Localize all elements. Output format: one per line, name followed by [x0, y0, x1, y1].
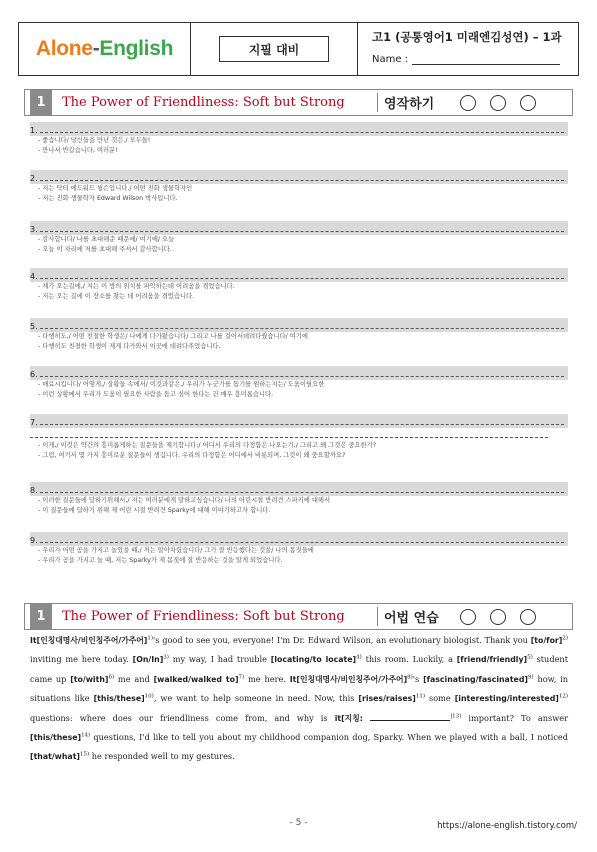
writing-item-9 — [30, 532, 568, 565]
hint-chunks: - 이게,/ 이것은 약간의 흥미롭게하는 질문들을 제기합니다:/ 어디서 우리의 다정함은 나오는가,/ 그리고 왜 그것은 중요한가? — [38, 442, 377, 449]
blank-number: 4) — [356, 654, 362, 661]
hint-chunks: - 매료시킵니다/ 어떻게,/ 상황들 속에서/ 이것과같은,/ 우리가 누군가를 돕기를 원하는지는/ 도움이필요한 — [38, 381, 325, 388]
blank-number: ]13) — [450, 712, 462, 719]
passage-text: , we want to help someone in need. Now, this — [153, 693, 359, 704]
answer-line[interactable] — [30, 532, 568, 546]
item-number: 1. — [30, 126, 38, 135]
blank-number: 9) — [527, 674, 534, 681]
check-circle-3[interactable] — [520, 95, 536, 111]
writing-item-5 — [30, 318, 568, 351]
grammar-option[interactable]: [to/with] — [70, 674, 109, 684]
grammar-option[interactable]: [this/these] — [30, 733, 82, 743]
answer-line[interactable] — [30, 366, 568, 380]
answer-line[interactable] — [30, 122, 568, 136]
answer-line-2[interactable] — [30, 429, 568, 441]
info-cell — [357, 23, 578, 75]
writing-item-7 — [30, 414, 568, 460]
check-circle-2[interactable] — [490, 95, 506, 111]
item-number: 4. — [30, 272, 38, 281]
worksheet-title: 고1 (공통영어1 미래엔김성연) – 1과 — [372, 30, 562, 44]
hint-translation: - 저는 진화 생물학자 Edward Wilson 박사입니다. — [38, 194, 178, 202]
hint-translation: - 저는 오는 길에 이 장소를 찾는 데 어려움을 겪었습니다. — [38, 292, 195, 300]
reference-blank[interactable] — [370, 713, 450, 721]
blank-number: 2) — [562, 635, 568, 642]
blank-number: 14) — [81, 732, 91, 739]
item-number: 8. — [30, 486, 38, 495]
item-number: 9. — [30, 536, 38, 545]
section-number: 1 — [30, 604, 52, 629]
grammar-option[interactable]: [friend/friendly] — [456, 655, 528, 665]
blank-number: 6) — [108, 674, 115, 681]
check-circle-1[interactable] — [460, 95, 476, 111]
check-circle-1[interactable] — [460, 609, 476, 625]
blank-number: 3) — [163, 654, 169, 661]
hint-chunks: - 감사합니다/ 나를 초대해준 때문에/ 여기에/ 오늘 — [38, 236, 175, 243]
passage-text: some — [425, 693, 455, 704]
grammar-option[interactable]: [that/what] — [30, 752, 80, 762]
grammar-option[interactable]: it[지칭: — [334, 713, 371, 723]
check-circles — [460, 609, 536, 625]
passage-text: he responded well to my gestures. — [89, 751, 235, 762]
prep-label: 지필 대비 — [219, 36, 329, 62]
answer-line[interactable] — [30, 318, 568, 332]
name-label: Name : — [372, 54, 409, 65]
section-label: 어법 연습 — [377, 607, 452, 626]
blank-number: 8) — [407, 674, 413, 681]
section-bar-writing — [24, 89, 573, 116]
answer-line[interactable] — [30, 414, 568, 428]
passage-text: me here. — [244, 673, 290, 684]
passage-text: this room. Luckily, a — [361, 654, 457, 665]
passage-text: important? To answer — [461, 712, 569, 723]
grammar-option[interactable]: [interesting/interested] — [454, 694, 559, 704]
hint-translation: - 만나서 반갑습니다, 여러분! — [38, 146, 118, 154]
writing-item-6 — [30, 366, 568, 399]
hint-translation: - 이런 상황에서 우리가 도움이 필요한 사람을 돕고 싶어 한다는 건 매우 흥미롭습니다. — [38, 390, 274, 398]
hint-chunks: - 저는 닥터 에드워드 윌슨입니다./ 어떤 진화 생물학자인 — [38, 185, 193, 192]
section-title: The Power of Friendliness: Soft but Strong — [62, 95, 345, 110]
check-circles — [460, 95, 536, 111]
answer-line[interactable] — [30, 268, 568, 282]
passage-text: questions, I'd like to tell you about my childhood companion dog, Sparky. When we played with a ball, I noticed — [90, 732, 568, 743]
writing-item-4 — [30, 268, 568, 301]
grammar-option[interactable]: [walked/walked to] — [153, 674, 239, 684]
grammar-option[interactable]: [On/In] — [132, 655, 164, 665]
site-url[interactable]: https://alone-english.tistory.com/ — [437, 821, 577, 831]
hint-chunks: - 좋습니다/ 당신들을 만난 것은./ 모두들! — [38, 137, 151, 144]
name-field[interactable] — [412, 55, 560, 65]
hint-translation: - 다행히도 친절한 학생이 제게 다가와서 이곳에 데려다주었습니다. — [38, 342, 221, 350]
grammar-option[interactable]: [fascinating/fascinated] — [423, 674, 528, 684]
answer-line[interactable] — [30, 170, 568, 184]
worksheet-header — [18, 22, 579, 76]
hint-translation: - 이 질문들에 답하기 위해 제 어린 시절 반려견 Sparky에 대해 이야기하고자 합니다. — [38, 506, 271, 514]
item-number: 3. — [30, 225, 38, 234]
hint-translation: - 우리가 공을 가지고 놀 때, 저는 Sparky가 제 몸짓에 잘 반응하는 것을 알게 되었습니다. — [38, 556, 283, 564]
grammar-option[interactable]: [rises/raises] — [358, 694, 416, 704]
name-row — [372, 54, 568, 65]
page-number: - 5 - — [289, 818, 308, 828]
writing-item-3 — [30, 221, 568, 254]
passage-text: my way, I had trouble — [168, 654, 271, 665]
item-number: 5. — [30, 322, 38, 331]
writing-item-8 — [30, 482, 568, 515]
passage-text: 's good to see you, everyone! I'm Dr. Edward Wilson, an evolutionary biologist. Thank you — [153, 635, 531, 645]
passage-text: how, in situations like — [30, 673, 569, 704]
passage-text: questions: where does our friendliness come from, and why is — [30, 712, 335, 723]
item-number: 2. — [30, 174, 38, 183]
logo-cell — [19, 23, 191, 75]
blank-number: 7) — [238, 674, 245, 681]
blank-number: 1) — [147, 635, 154, 642]
logo-alone: Alone — [35, 37, 93, 60]
prep-cell — [191, 23, 357, 75]
grammar-option[interactable]: [this/these] — [93, 694, 145, 704]
blank-number: 11) — [415, 693, 425, 700]
blank-number: 10) — [144, 693, 154, 700]
section-bar-grammar — [24, 603, 573, 630]
blank-number: 12) — [558, 693, 569, 700]
grammar-passage — [30, 631, 568, 767]
logo-dash: - — [92, 37, 100, 60]
item-number: 7. — [30, 418, 38, 427]
blank-number: 15) — [79, 751, 90, 758]
section-title: The Power of Friendliness: Soft but Strong — [62, 609, 345, 624]
logo — [36, 37, 173, 61]
grammar-option[interactable]: [to/for] — [530, 636, 563, 645]
passage-text: 's — [412, 673, 424, 684]
hint-chunks: - 다행히도,/ 어떤 친절한 학생은/ 나에게 다가왔습니다/ 그리고 나를 걸어서데려다줬습니다/ 여기에 — [38, 333, 309, 340]
check-circle-2[interactable] — [490, 609, 506, 625]
blank-number: 5) — [527, 654, 533, 661]
passage-text: me and — [114, 673, 154, 684]
hint-translation: - 오늘 이 자리에 저를 초대해 주셔서 감사합니다. — [38, 245, 172, 253]
passage-text: student came up — [30, 654, 568, 684]
logo-english: English — [99, 37, 174, 60]
writing-item-2 — [30, 170, 568, 203]
answer-line[interactable] — [30, 482, 568, 496]
hint-chunks: - 우리가 어떤 공을 가지고 놀았을 때,/ 저는 알아차렸습니다/ 그가 잘 반응했다는 것을/ 나의 몸짓들에 — [38, 547, 314, 554]
grammar-option[interactable]: It[인칭대명사/비인칭주어/가주어] — [289, 674, 408, 684]
grammar-option[interactable]: [locating/to locate] — [270, 655, 357, 665]
answer-line[interactable] — [30, 221, 568, 235]
hint-chunks: - 제가 오는길에,/ 저는 이 방의 위치를 파악하는데 어려움을 겪었습니다. — [38, 283, 235, 290]
hint-chunks: - 이러한 질문들에 답하기위해서,/ 저는 여러분에게 말하고싶습니다/ 나의 어린시절 반려견 스파키에 대해서 — [38, 497, 331, 504]
passage-text: inviting me here today. — [30, 654, 133, 665]
writing-item-1 — [30, 122, 568, 155]
hint-translation: - 그럼, 여기서 몇 가지 흥미로운 질문들이 생깁니다. 우리의 다정함은 어디에서 비롯되며, 그것이 왜 중요할까요? — [38, 451, 346, 459]
section-number: 1 — [30, 90, 52, 115]
item-number: 6. — [30, 370, 38, 379]
check-circle-3[interactable] — [520, 609, 536, 625]
grammar-option[interactable]: It[인칭대명사/비인칭주어/가주어] — [30, 636, 148, 645]
section-label: 영작하기 — [377, 93, 452, 112]
